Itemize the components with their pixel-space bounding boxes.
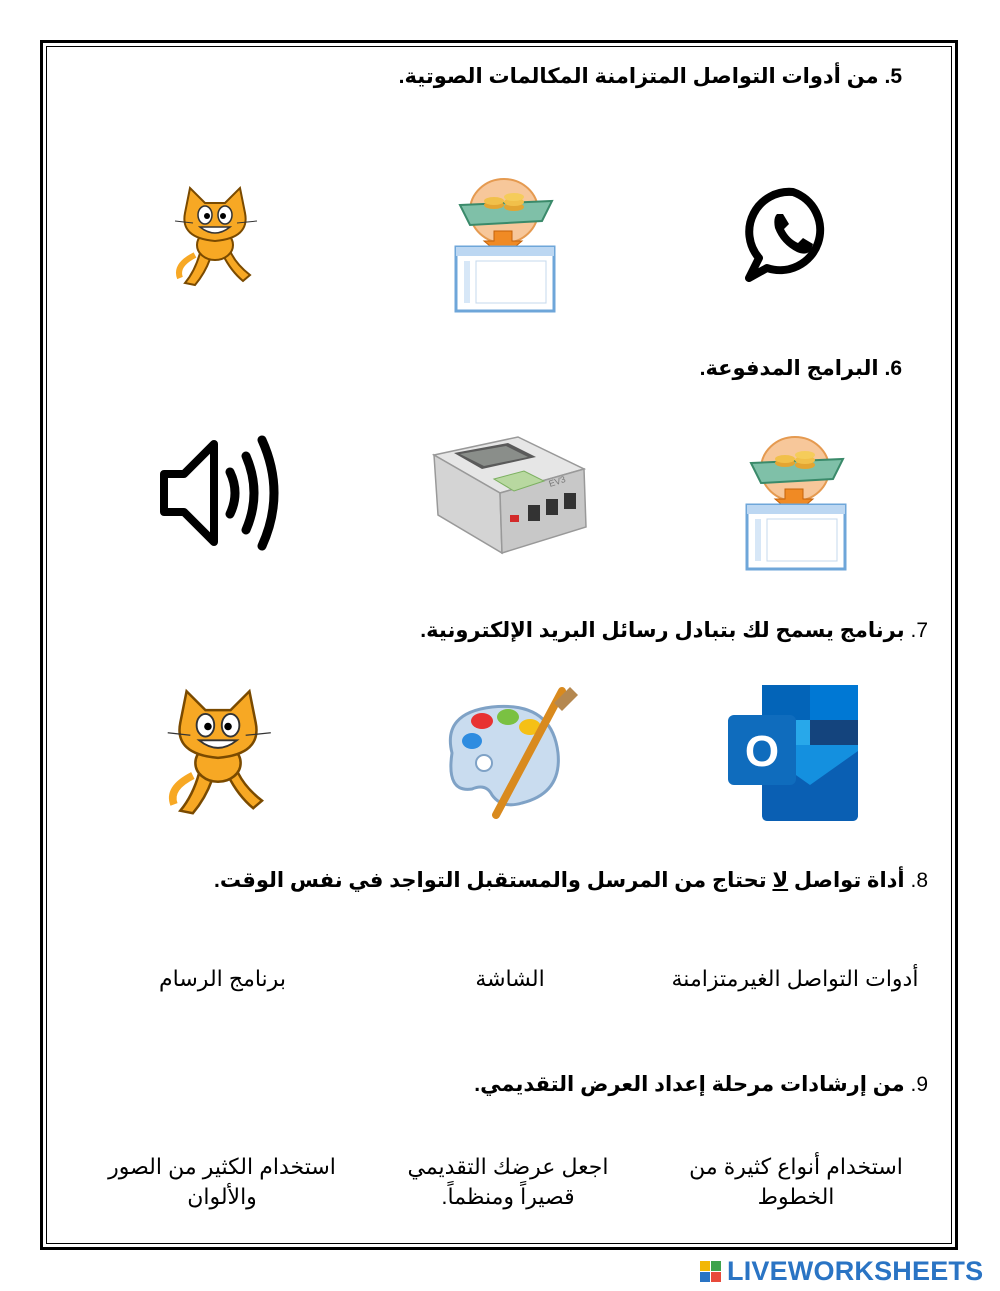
scratch-cat-icon	[165, 183, 265, 288]
outlook-icon	[728, 685, 862, 821]
paid-software-icon	[452, 175, 558, 315]
speaker-icon	[158, 432, 284, 554]
q9-option-1[interactable]: استخدام أنواع كثيرة من الخطوط	[689, 1154, 903, 1209]
outlook-letter: O	[744, 727, 780, 776]
logo-grid-icon	[700, 1261, 721, 1282]
ev3-robot-brick-icon	[432, 435, 588, 555]
emphasis-no: لا	[772, 869, 789, 892]
q9-option-3[interactable]: استخدام الكثير من الصور والألوان	[108, 1154, 336, 1209]
question-8: 8. أداة تواصل لا تحتاج من المرسل والمستقبل التواجد في نفس الوقت.	[214, 869, 928, 892]
paid-software-icon-2	[743, 433, 849, 573]
question-5: 5. من أدوات التواصل المتزامنة المكالمات الصوتية.	[398, 65, 902, 88]
q8-option-1[interactable]: أدوات التواصل الغيرمتزامنة	[671, 966, 919, 991]
whatsapp-icon	[745, 186, 841, 282]
q8-option-3[interactable]: برنامج الرسام	[159, 966, 286, 991]
brand-name: LIVEWORKSHEETS	[727, 1255, 984, 1286]
q8-option-2[interactable]: الشاشة	[475, 966, 545, 991]
liveworksheets-logo[interactable]	[700, 1256, 983, 1286]
q9-option-2[interactable]: اجعل عرضك التقديمي قصيراً ومنظماً.	[407, 1154, 609, 1209]
scratch-cat-icon-2	[152, 685, 284, 817]
paint-palette-icon	[432, 683, 582, 823]
question-9: 9. من إرشادات مرحلة إعداد العرض التقديمي.	[474, 1073, 928, 1096]
ev3-label: EV3	[547, 474, 567, 489]
question-6: 6. البرامج المدفوعة.	[699, 357, 902, 380]
question-7: 7. برنامج يسمح لك بتبادل رسائل البريد الإلكترونية.	[420, 619, 928, 642]
